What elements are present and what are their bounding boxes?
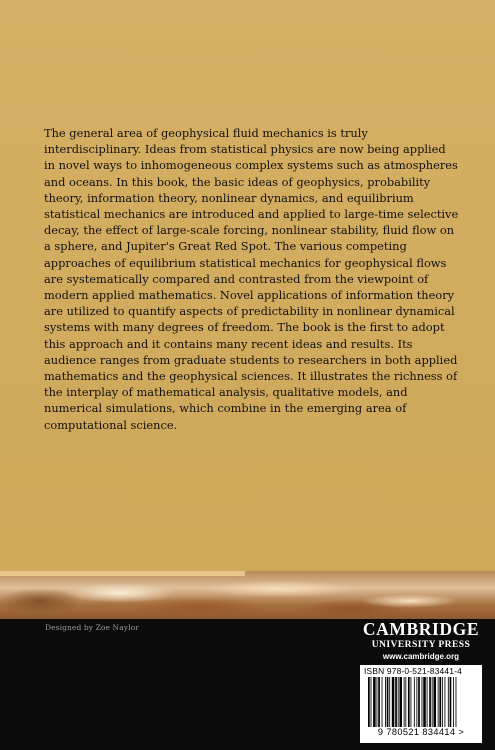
blurb-text: The general area of geophysical fluid mechanics is truly interdisciplinary. Ideas from statistical physics are now being applied in novel ways to inhomogeneous complex systems such as atmospheres and oceans. In this book, the basic ideas of geophysics, probability theory, information theory, nonlinear dynamics, and equilibrium statistical mechanics are introduced and applied to large-time selective decay, the effect of large-scale forcing, nonlinear stability, fluid flow on a sphere, and Jupiter's Great Red Spot. The various competing approaches of equilibrium statistical mechanics for geophysical flows are systematically compared and contrasted from the viewpoint of modern applied mathematics. Novel applications of information theory are utilized to quantify aspects of predictability in nonlinear dynamical systems with many degrees of freedom. The book is the first to adopt this approach and it contains many recent ideas and results. Its audience ranges from graduate students to researchers in both applied mathematics and the geophysical sciences. It illustrates the richness of the interplay of mathematical analysis, qualitative models, and numerical simulations, which combine in the emerging area of computational science. [44, 126, 459, 432]
barcode-icon [368, 677, 474, 727]
isbn-label: ISBN 978-0-521-83441-4 [364, 666, 462, 676]
publisher-url: www.cambridge.org [382, 652, 460, 661]
publisher-subtitle: UNIVERSITY PRESS [371, 639, 471, 650]
image-strip-highlight [0, 571, 245, 576]
jupiter-image-strip [0, 571, 495, 619]
publisher-name: CAMBRIDGE [362, 619, 480, 639]
designer-credit: Designed by Zoe Naylor [45, 623, 139, 632]
barcode-panel [360, 665, 482, 743]
barcode-digits: 9 780521 834414 > [377, 727, 465, 737]
